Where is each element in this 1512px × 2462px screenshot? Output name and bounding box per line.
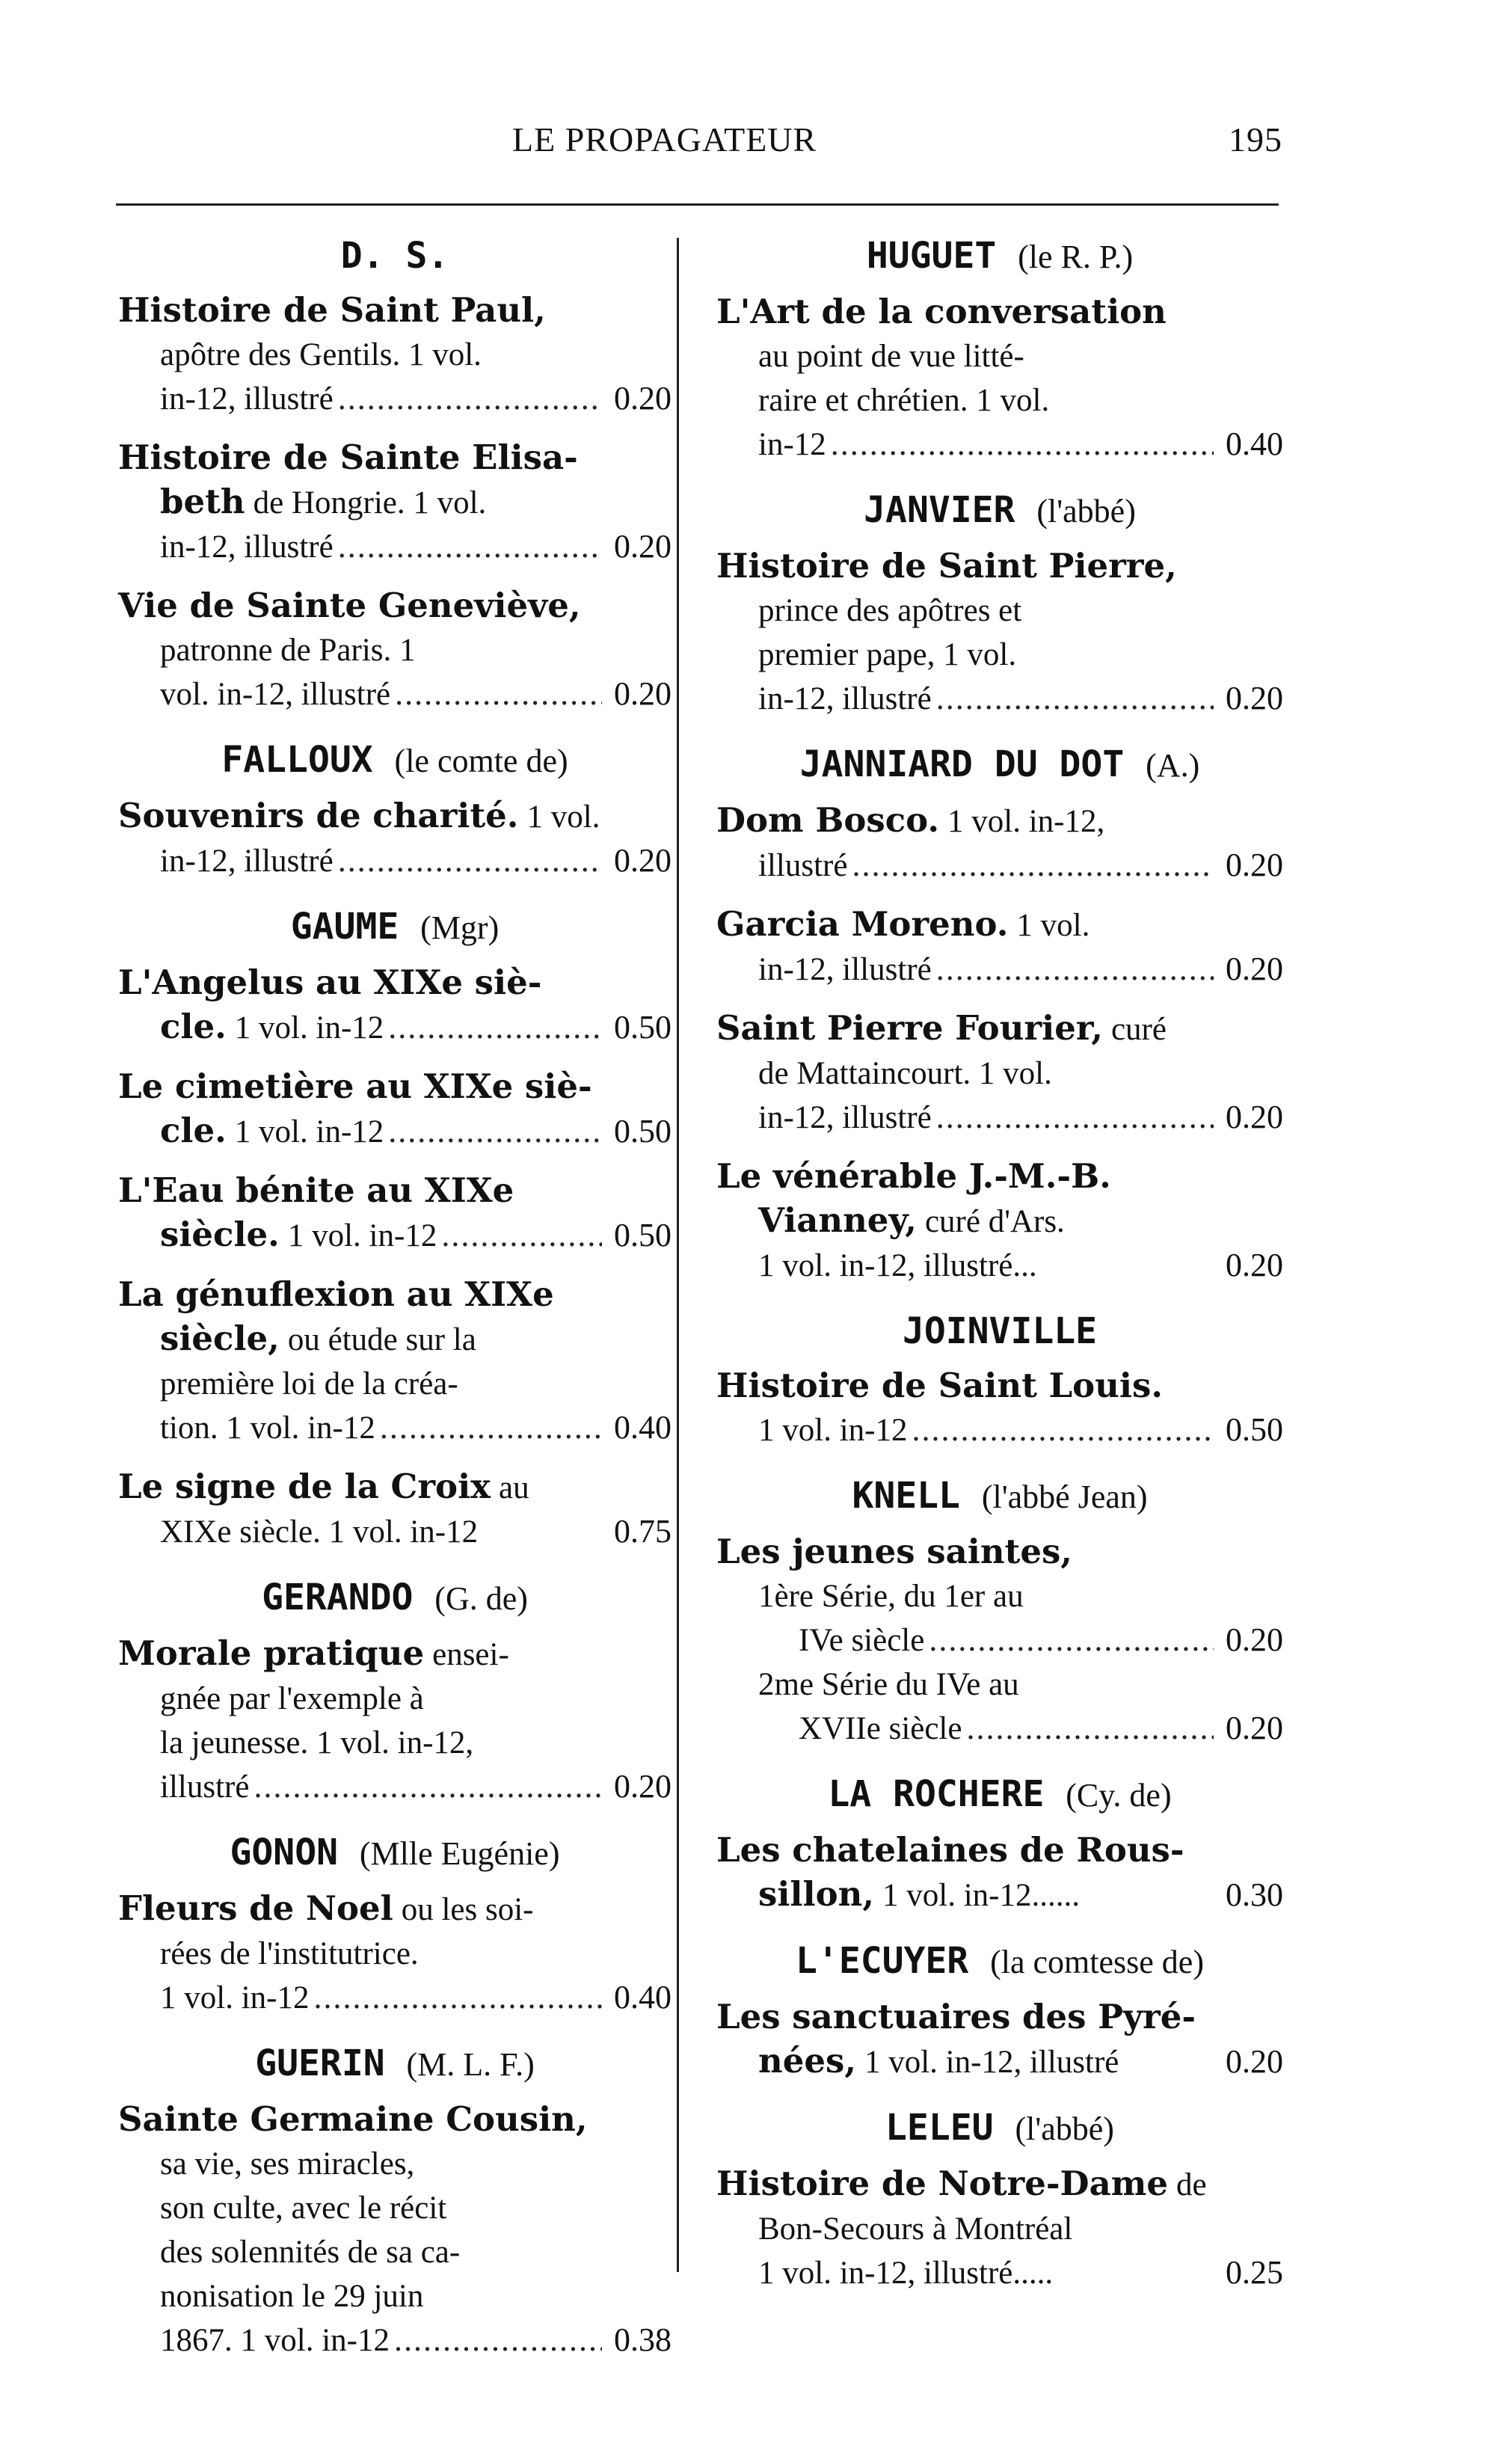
right-column <box>716 232 1283 2310</box>
price: 0.20 <box>1226 1621 1283 1658</box>
price: 0.30 <box>1226 1876 1283 1913</box>
running-title: LE PROPAGATEUR <box>512 120 817 159</box>
catalog-entry: Histoire de Notre-Dame de Bon-Secours à Montréal 1 vol. in-12, illustré..... 0.25 <box>716 2162 1283 2295</box>
author-heading: GERANDO (G. de) <box>262 1577 528 1618</box>
author-heading: LELEU (l'abbé) <box>885 2107 1114 2149</box>
page-number: 195 <box>1229 120 1282 159</box>
price: 0.20 <box>614 675 672 712</box>
author-heading: GAUME (Mgr) <box>290 906 500 948</box>
price: 0.20 <box>1226 1710 1283 1746</box>
author-heading: JANNIARD DU DOT (A.) <box>799 743 1200 785</box>
price: 0.40 <box>614 1979 672 2016</box>
price: 0.50 <box>614 1009 672 1046</box>
catalog-entry: Sainte Germaine Cousin, sa vie, ses miracles, son culte, avec le récit des solennités de sa ca- nonisation le 29 juin 1867. 1 vol. in-12 ..... 0.38 <box>118 2098 672 2363</box>
author-heading: HUGUET (le R. P.) <box>866 235 1134 277</box>
catalog-entry: Histoire de Saint Paul, apôtre des Gentils. 1 vol. in-12, illustré ..... 0.20 <box>118 289 672 421</box>
price: 0.50 <box>614 1113 672 1149</box>
price: 0.40 <box>1226 426 1283 462</box>
catalog-entry: Histoire de Saint Louis. 1 vol. in-12 ..... 0.50 <box>716 1364 1283 1452</box>
author-heading: LA ROCHERE (Cy. de) <box>828 1773 1172 1815</box>
catalog-entry: Vie de Sainte Geneviève, patronne de Paris. 1 vol. in-12, illustré ..... 0.20 <box>118 584 672 716</box>
author-heading: D. S. <box>340 235 449 277</box>
author-heading: FALLOUX (le comte de) <box>221 739 568 781</box>
catalog-entry: Saint Pierre Fourier, curé de Mattaincourt. 1 vol. in-12, illustré ..... 0.20 <box>716 1007 1283 1140</box>
price: 0.20 <box>1226 951 1283 987</box>
price: 0.20 <box>614 1768 672 1805</box>
price: 0.20 <box>1226 847 1283 883</box>
left-column <box>118 232 672 2377</box>
catalog-entry: Histoire de Sainte Elisa- beth de Hongrie. 1 vol. in-12, illustré ..... 0.20 <box>118 436 672 569</box>
price: 0.20 <box>1226 2043 1283 2080</box>
author-heading: JANVIER (l'abbé) <box>864 489 1136 531</box>
author-heading: KNELL (l'abbé Jean) <box>852 1475 1148 1517</box>
price: 0.20 <box>614 842 672 879</box>
catalog-entry: Le signe de la Croix au XIXe siècle. 1 vol. in-12 0.75 <box>118 1465 672 1554</box>
catalog-entry: Fleurs de Noel ou les soi- rées de l'institutrice. 1 vol. in-12 ..... 0.40 <box>118 1887 672 2020</box>
price: 0.40 <box>614 1409 672 1446</box>
catalog-entry: La génuflexion au XIXe siècle, ou étude sur la première loi de la créa- tion. 1 vol. in-12 ..... 0.40 <box>118 1273 672 1450</box>
catalog-entry: Souvenirs de charité. 1 vol. in-12, illustré ..... 0.20 <box>118 794 672 883</box>
header-rule <box>116 203 1279 206</box>
author-heading: L'ECUYER (la comtesse de) <box>796 1940 1204 1982</box>
catalog-entry: Histoire de Saint Pierre, prince des apôtres et premier pape, 1 vol. in-12, illustré ..... 0.20 <box>716 544 1283 721</box>
price: 0.50 <box>1226 1411 1283 1448</box>
catalog-entry: L'Angelus au XIXe siè- cle. 1 vol. in-12 ..... 0.50 <box>118 961 672 1050</box>
price: 0.38 <box>614 2321 672 2358</box>
catalog-entry: Les chatelaines de Rous- sillon, 1 vol. in-12...... 0.30 <box>716 1829 1283 1918</box>
column-divider <box>677 238 679 2272</box>
price: 0.20 <box>614 528 672 565</box>
author-heading: JOINVILLE <box>902 1310 1098 1352</box>
price: 0.20 <box>1226 1247 1283 1283</box>
price: 0.25 <box>1226 2254 1283 2291</box>
catalog-entry: Le vénérable J.-M.-B. Vianney, curé d'Ars. 1 vol. in-12, illustré... 0.20 <box>716 1155 1283 1288</box>
author-heading: GUERIN (M. L. F.) <box>255 2042 535 2084</box>
catalog-entry: Les jeunes saintes, 1ère Série, du 1er au IVe siècle ..... 0.20 2me Série du IVe au XVIIe siècle ..... 0.20 <box>716 1530 1283 1751</box>
catalog-entry: Les sanctuaires des Pyré- nées, 1 vol. in-12, illustré 0.20 <box>716 1995 1283 2084</box>
catalog-entry: Garcia Moreno. 1 vol. in-12, illustré ..... 0.20 <box>716 903 1283 992</box>
price: 0.20 <box>614 380 672 417</box>
catalog-entry: Le cimetière au XIXe siè- cle. 1 vol. in-12 ..... 0.50 <box>118 1065 672 1154</box>
price: 0.75 <box>614 1513 672 1550</box>
author-heading: GONON (Mlle Eugénie) <box>230 1832 560 1873</box>
catalog-entry: Dom Bosco. 1 vol. in-12, illustré ..... 0.20 <box>716 799 1283 888</box>
catalog-entry: L'Eau bénite au XIXe siècle. 1 vol. in-12 ..... 0.50 <box>118 1169 672 1258</box>
catalog-entry: Morale pratique ensei- gnée par l'exemple à la jeunesse. 1 vol. in-12, illustré ..... 0.20 <box>118 1632 672 1809</box>
page-header <box>123 120 1282 179</box>
catalog-entry: L'Art de la conversation au point de vue litté- raire et chrétien. 1 vol. in-12 ..... 0.40 <box>716 290 1283 467</box>
price: 0.20 <box>1226 680 1283 716</box>
price: 0.50 <box>614 1217 672 1253</box>
price: 0.20 <box>1226 1099 1283 1135</box>
